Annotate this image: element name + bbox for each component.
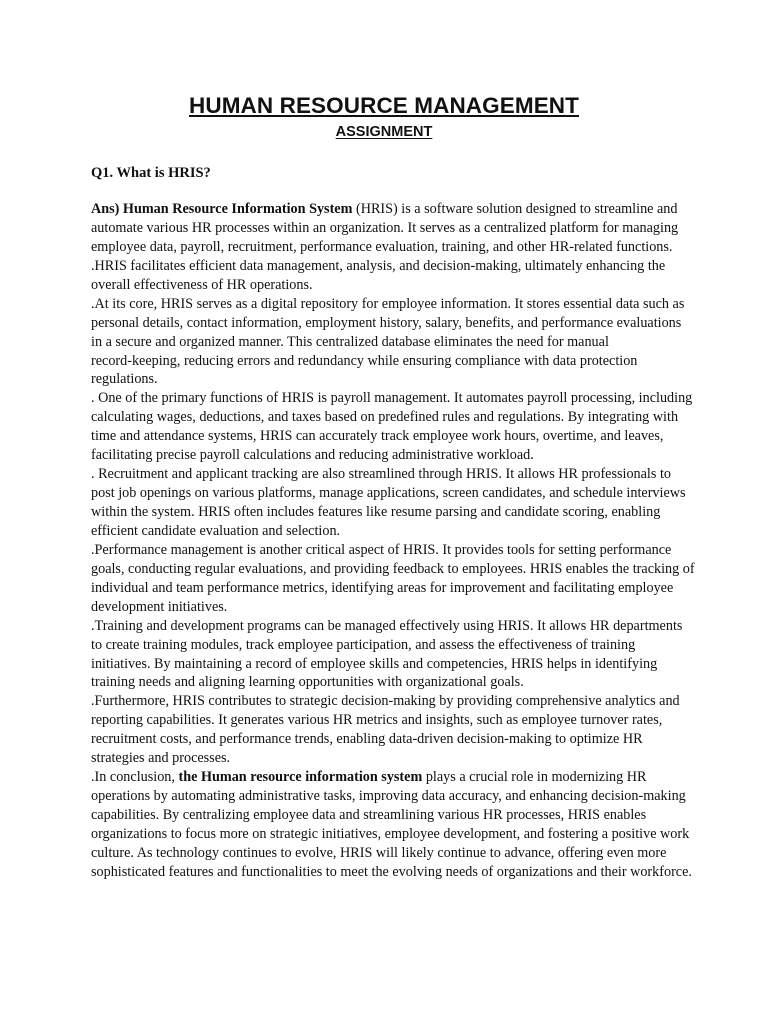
answer-line: within the system. HRIS often includes features like resume parsing and candidate scoring, enabling — [91, 504, 661, 520]
answer-line: automate various HR processes within an organization. It serves as a centralized platform for managing — [91, 219, 679, 236]
answer-lead-bold: Ans) Human Resource Information System — [91, 201, 353, 217]
answer-line: individual and team performance metrics, identifying areas for improvement and facilitating employee — [91, 579, 674, 596]
answer-line: reporting capabilities. It generates various HR metrics and insights, such as employee turnover rates, — [91, 712, 663, 729]
answer-line: personal details, contact information, employment history, salary, benefits, and performance evaluations — [91, 314, 682, 331]
answer-line: .HRIS facilitates efficient data management, analysis, and decision-making, ultimately enhancing the — [91, 257, 666, 274]
answer-line: facilitating precise payroll calculations and reducing administrative workload. — [91, 447, 534, 464]
answer-line: goals, conducting regular evaluations, and providing feedback to employees. HRIS enables the tracking of — [91, 560, 695, 577]
answer-line: recruitment costs, and performance trends, enabling data-driven decision-making to optimize HR — [91, 731, 643, 748]
answer-line: regulations. — [91, 371, 158, 388]
document-subtitle — [0, 122, 768, 142]
document-title — [0, 92, 768, 120]
answer-emphasis-bold: the Human resource information system — [178, 769, 423, 786]
answer-line: operations by automating administrative tasks, improving data accuracy, and enhancing decision-making — [91, 788, 686, 805]
answer-line: development initiatives. — [91, 598, 228, 615]
answer-line: employee data, payroll, recruitment, performance evaluation, training, and other HR-related functions. — [91, 238, 673, 255]
answer-line: overall effectiveness of HR operations. — [91, 276, 313, 293]
answer-line: efficient candidate evaluation and selection. — [91, 522, 341, 539]
answer-line: capabilities. By centralizing employee data and streamlining various HR processes, HRIS enables — [91, 807, 647, 823]
question-heading: Q1. What is HRIS? — [91, 165, 211, 181]
answer-line: .Training and development programs can be managed effectively using HRIS. It allows HR departments — [91, 617, 683, 634]
answer-line: strategies and processes. — [91, 750, 231, 767]
answer-line: .At its core, HRIS serves as a digital repository for employee information. It stores essential data such as — [91, 295, 685, 312]
answer-line-text: .In conclusion, — [91, 769, 179, 786]
answer-line: training needs and aligning learning opportunities with organizational goals. — [91, 674, 524, 691]
answer-line: calculating wages, deductions, and taxes based on predefined rules and regulations. By integrating with — [91, 409, 679, 426]
answer-line: . One of the primary functions of HRIS is payroll management. It automates payroll processing, including — [91, 390, 693, 407]
answer-line: to create training modules, track employee participation, and assess the effectiveness of training — [91, 636, 636, 653]
answer-line: culture. As technology continues to evolve, HRIS will likely continue to advance, offering even more — [91, 844, 667, 861]
answer-line-text: plays a crucial role in modernizing HR — [422, 769, 647, 786]
answer-line: . Recruitment and applicant tracking are also streamlined through HRIS. It allows HR professionals to — [91, 466, 671, 483]
answer-line: record-keeping, reducing errors and redundancy while ensuring compliance with data protection — [91, 352, 638, 369]
document-title-text: HUMAN RESOURCE MANAGEMENT — [189, 93, 579, 118]
answer-line — [91, 768, 691, 787]
answer-line — [91, 200, 691, 219]
answer-line: in a secure and organized manner. This centralized database eliminates the need for manual — [91, 333, 609, 350]
answer-line: sophisticated features and functionalities to meet the evolving needs of organizations and their workforce. — [91, 863, 692, 880]
document-subtitle-text: ASSIGNMENT — [335, 124, 433, 140]
answer-line: time and attendance systems, HRIS can accurately track employee work hours, overtime, and leaves, — [91, 428, 664, 445]
answer-line: post job openings on various platforms, manage applications, screen candidates, and schedule interviews — [91, 485, 686, 502]
answer-line-text: (HRIS) is a software solution designed to streamline and — [352, 201, 678, 217]
answer-line: .Furthermore, HRIS contributes to strategic decision-making by providing comprehensive analytics and — [91, 693, 680, 710]
answer-line: organizations to focus more on strategic initiatives, employee development, and fostering a positive work — [91, 825, 690, 842]
answer-line: .Performance management is another critical aspect of HRIS. It provides tools for setting performance — [91, 541, 672, 558]
answer-body — [91, 200, 695, 882]
answer-line: initiatives. By maintaining a record of employee skills and competencies, HRIS helps in identifying — [91, 655, 658, 672]
